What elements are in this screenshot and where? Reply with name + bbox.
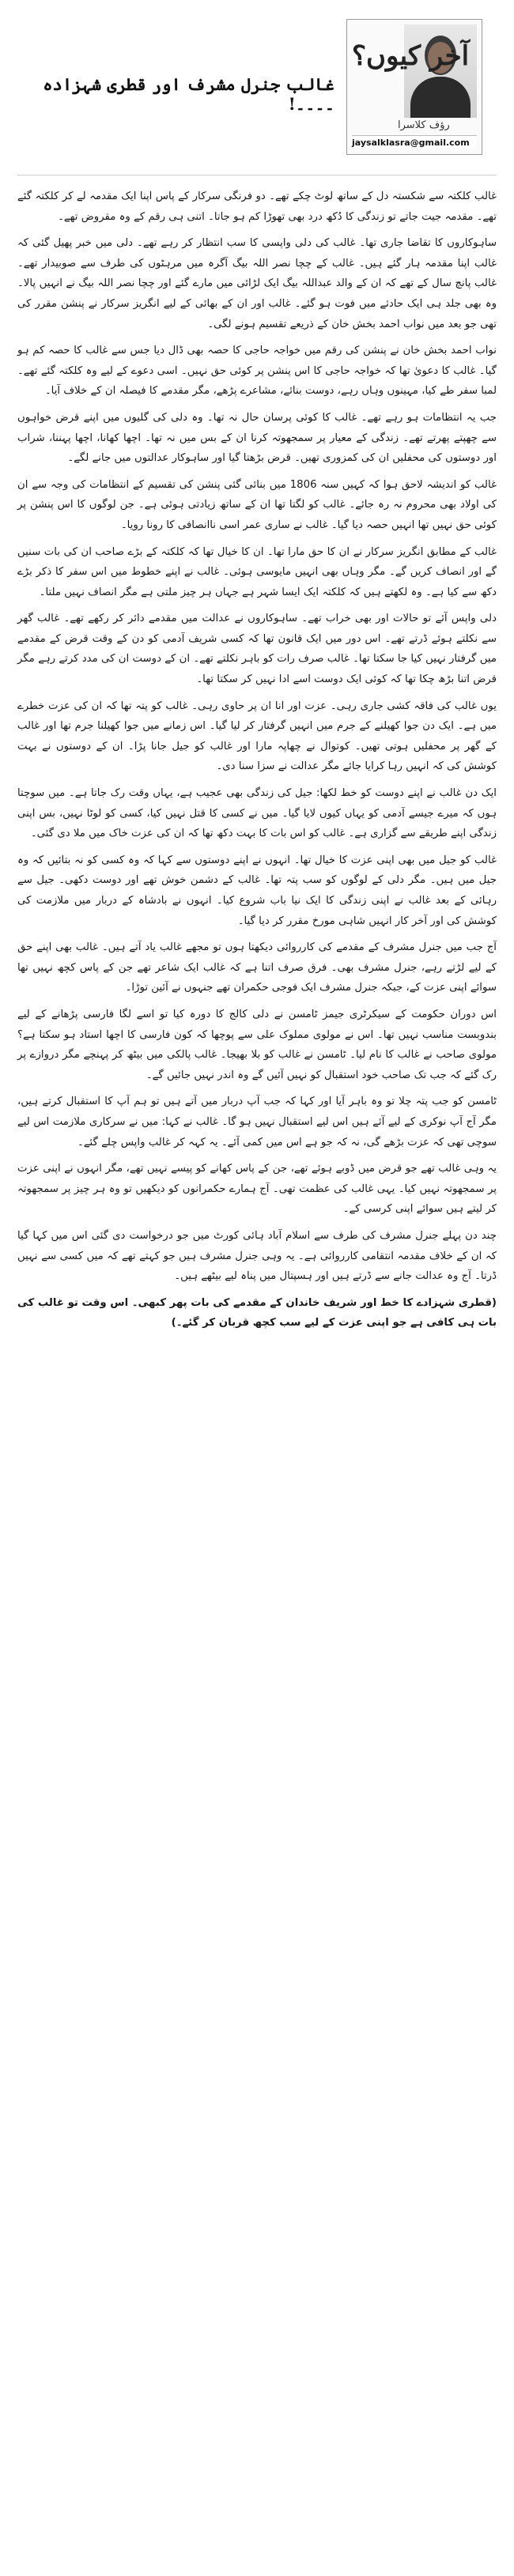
paragraph: اس دوران حکومت کے سیکرٹری جیمز ٹامسن نے دلی کالج کا دورہ کیا تو اسے لگا فارسی پڑھانے کے لیے بندوبست مناسب نہیں تھا۔ اس نے مولوی مملوک علی سے پوچھا کہ کون فارسی کا اچھا استاد ہو سکتا ہے؟ مولوی صاحب نے غالب کا نام لیا۔ ٹامسن نے غالب کو بلا بھیجا۔ غالب پالکی میں بیٹھ کر پہنچے مگر دروازے پر رک گئے کہ جب تک صاحب خود استقبال کو نہیں آئیں گے وہ اندر نہیں جائیں گے۔ [17,1008,497,1081]
author-name: رؤف کلاسرا [398,119,450,131]
article-body [17,187,497,1333]
paragraph: یہ وہی غالب تھے جو قرض میں ڈوبے ہوئے تھے، جن کے پاس کھانے کو پیسے نہیں تھے، مگر انہوں نے اپنی عزت پر سمجھوتہ نہیں کیا۔ یہی غالب کی عظمت تھی۔ آج ہمارے حکمرانوں کو دیکھیں تو وہ ہر چیز پر سمجھوتہ کر لیتے ہیں سوائے اپنی کرسی کے۔ [17,1163,497,1216]
paragraph: آج جب میں جنرل مشرف کے مقدمے کی کارروائی دیکھتا ہوں تو مجھے غالب یاد آتے ہیں۔ غالب بھی اپنے حق کے لیے لڑتے رہے، جنرل مشرف بھی۔ فرق صرف اتنا ہے کہ غالب ایک شاعر تھے جن کے پاس کچھ نہیں تھا سوائے اپنی عزت کے، جبکہ جنرل مشرف ایک فوجی حکمران تھے جنہوں نے آئین توڑا۔ [17,941,497,994]
paragraph: غالب کو اندیشہ لاحق ہوا کہ کہیں سنہ 1806 میں بنائی گئی پنشن کی تقسیم کے انتظامات کی وجہ سے ان کی اولاد بھی محروم نہ رہ جائے۔ غالب کو لگتا تھا ان کے ساتھ زیادتی ہوئی ہے۔ جن لوگوں کا اس پنشن پر کوئی حق نہیں تھا انہیں حصہ دیا گیا۔ غالب نے ساری عمر اسی ناانصافی کا رونا رویا۔ [17,478,497,531]
paragraph: دلی واپس آئے تو حالات اور بھی خراب تھے۔ ساہوکاروں نے عدالت میں مقدمے دائر کر رکھے تھے۔ غالب گھر سے نکلتے ہوئے ڈرتے تھے۔ اس دور میں ایک قانون تھا کہ کسی شریف آدمی کو دن کے وقت قرض کے مقدمے میں گرفتار نہیں کیا جا سکتا تھا۔ غالب صرف رات کو باہر نکلتے تھے۔ ان کے دوست ان کی مدد کرتے رہے مگر قرض اتنا بڑھ چکا تھا کہ کوئی ایک دوست اسے ادا نہیں کر سکتا تھا۔ [17,613,497,686]
paragraph: چند دن پہلے جنرل مشرف کی طرف سے اسلام آباد ہائی کورٹ میں جو درخواست دی گئی اس میں کہا گیا کہ ان کے خلاف مقدمہ انتقامی کارروائی ہے۔ یہ وہی جنرل مشرف ہیں جو کہتے تھے کہ میں کسی سے نہیں ڈرتا۔ آج وہ عدالت جانے سے ڈرتے ہیں اور ہسپتال میں پناہ لیے بیٹھے ہیں۔ [17,1229,497,1283]
column-header [17,13,497,175]
paragraph: جب یہ انتظامات ہو رہے تھے۔ غالب کا کوئی پرسان حال نہ تھا۔ وہ دلی کی گلیوں میں اپنے قرض خواہوں سے چھپتے پھرتے تھے۔ زندگی کے معیار پر سمجھوتہ کرنا ان کے بس میں نہ تھا۔ اچھا کھانا، اچھا پہننا، شراب اور دوستوں کی محفلیں ان کی کمزوری تھیں۔ قرض بڑھتا گیا اور ساہوکار عدالتوں میں جانے لگے۔ [17,411,497,465]
paragraph: نواب احمد بخش خان نے پنشن کی رقم میں خواجہ حاجی کا حصہ بھی ڈال دیا جس سے غالب کا حصہ کم ہو گیا۔ غالب کا دعویٰ تھا کہ خواجہ حاجی کا اس پنشن پر کوئی حق نہیں۔ اسی دعوے کے لیے وہ کلکتہ گئے تھے۔ لمبا سفر طے کیا، مہینوں وہاں رہے، دوست بنائے، مشاعرے پڑھے، مگر مقدمے کا فیصلہ ان کے خلاف آیا۔ [17,345,497,398]
paragraph: غالب کلکتہ سے شکستہ دل کے ساتھ لوٹ چکے تھے۔ دو فرنگی سرکار کے پاس اپنا ایک مقدمہ لے کر کلکتہ گئے تھے۔ مقدمہ جیت جاتے تو زندگی کا دُکھ درد بھی تھوڑا کم ہو جاتا۔ اتنی ہی رقم کے وہ مقروض تھے۔ [17,190,497,223]
paragraph: ایک دن غالب نے اپنے دوست کو خط لکھا: جیل کی زندگی بھی عجیب ہے، یہاں وقت رک جاتا ہے۔ میں سوچتا ہوں کہ میرے جیسے آدمی کو یہاں کیوں لایا گیا۔ میں نے کسی کا قتل نہیں کیا، کسی کو لوٹا نہیں، بس اپنی زندگی اپنے طریقے سے گزاری ہے۔ غالب کو اس بات کا بہت دکھ تھا کہ ان کی عزت خاک میں ملا دی گئی۔ [17,787,497,840]
paragraph: ٹامسن کو جب پتہ چلا تو وہ باہر آیا اور کہا کہ جب آپ دربار میں آتے ہیں تو ہم آپ کا استقبال کرتے ہیں، مگر آج آپ نوکری کے لیے آئے ہیں اس لیے استقبال نہیں ہو گا۔ غالب نے کہا: میں نے سرکاری ملازمت اس لیے سوچی تھی کہ عزت بڑھے گی، نہ کہ جو ہے اس میں کمی آئے۔ یہ کہہ کر غالب واپس چلے گئے۔ [17,1096,497,1148]
closing-note: (قطری شہزادے کا خط اور شریف خاندان کے مقدمے کی بات پھر کبھی۔ اس وقت تو غالب کی بات ہی کافی ہے جو اپنی عزت کے لیے سب کچھ قربان کر گئے۔) [17,1296,497,1329]
paragraph: غالب کو جیل میں بھی اپنی عزت کا خیال تھا۔ انہوں نے اپنے دوستوں سے کہا کہ وہ کسی کو نہ بتائیں کہ وہ جیل میں ہیں۔ مگر دلی کے لوگوں کو سب پتہ تھا۔ غالب کے دشمن خوش تھے اور دوست دکھی۔ جیل سے رہائی کے بعد غالب نے اپنی زندگی کا ایک نیا باب شروع کیا۔ انہوں نے بادشاہ کے دربار میں ملازمت کی کوشش کی اور آخر کار انہیں شاہی مورخ مقرر کر دیا گیا۔ [17,854,497,927]
paragraph: غالب کے مطابق انگریز سرکار نے ان کا حق مارا تھا۔ ان کا خیال تھا کہ کلکتہ کے بڑے صاحب ان کی بات سنیں گے اور انصاف کریں گے۔ مگر وہاں بھی انہیں مایوسی ہوئی۔ غالب نے اپنے خطوط میں اس سفر کا ذکر بڑے دکھ سے کیا ہے۔ وہ لکھتے ہیں کہ کلکتہ ایک ایسا شہر ہے جہاں ہر چیز ملتی ہے مگر انصاف نہیں ملتا۔ [17,545,497,598]
column-logo-text: آخر کیوں؟ [352,40,470,72]
author-email: jaysalklasra@gmail.com [352,135,477,148]
column-logo [346,19,482,155]
column-headline: غالب جنرل مشرف اور قطری شہزادہ ۔۔۔۔! [43,74,334,114]
paragraph: ساہوکاروں کا تقاضا جاری تھا۔ غالب کی دلی واپسی کا سب انتظار کر رہے تھے۔ دلی میں خبر پھیل گئی کہ غالب اپنا مقدمہ ہار گئے ہیں۔ غالب کے چچا نصر اللہ بیگ آگرہ میں مرہٹوں کی طرف سے صوبیدار تھے۔ غالب پانچ سال کے تھے کہ ان کے والد عبداللہ بیگ ایک لڑائی میں مارے گئے اور چچا نصر اللہ بیگ نے انہیں پالا۔ وہ بھی جلد ہی ایک حادثے میں فوت ہو گئے۔ غالب اور ان کے بھائی کے لیے انگریز سرکار نے پنشن مقرر کی تھی جو بعد میں نواب احمد بخش خان کے ذریعے تقسیم ہونے لگی۔ [17,237,497,330]
author-photo-body [410,77,471,118]
paragraph: یوں غالب کی فاقہ کشی جاری رہی۔ عزت اور انا ان پر حاوی رہی۔ غالب کو پتہ تھا کہ ان کی عزت خطرے میں ہے۔ ایک دن جوا کھیلنے کے جرم میں انہیں گرفتار کر لیا گیا۔ اس زمانے میں جوا کھیلنا جرم تھا اور غالب کے گھر پر محفلیں ہوتی تھیں۔ کوتوال نے چھاپہ مارا اور غالب کو جیل جانا پڑا۔ ان کے دوستوں نے بہت کوشش کی کہ انہیں رہا کرایا جائے مگر عدالت نے سزا سنا دی۔ [17,700,497,773]
